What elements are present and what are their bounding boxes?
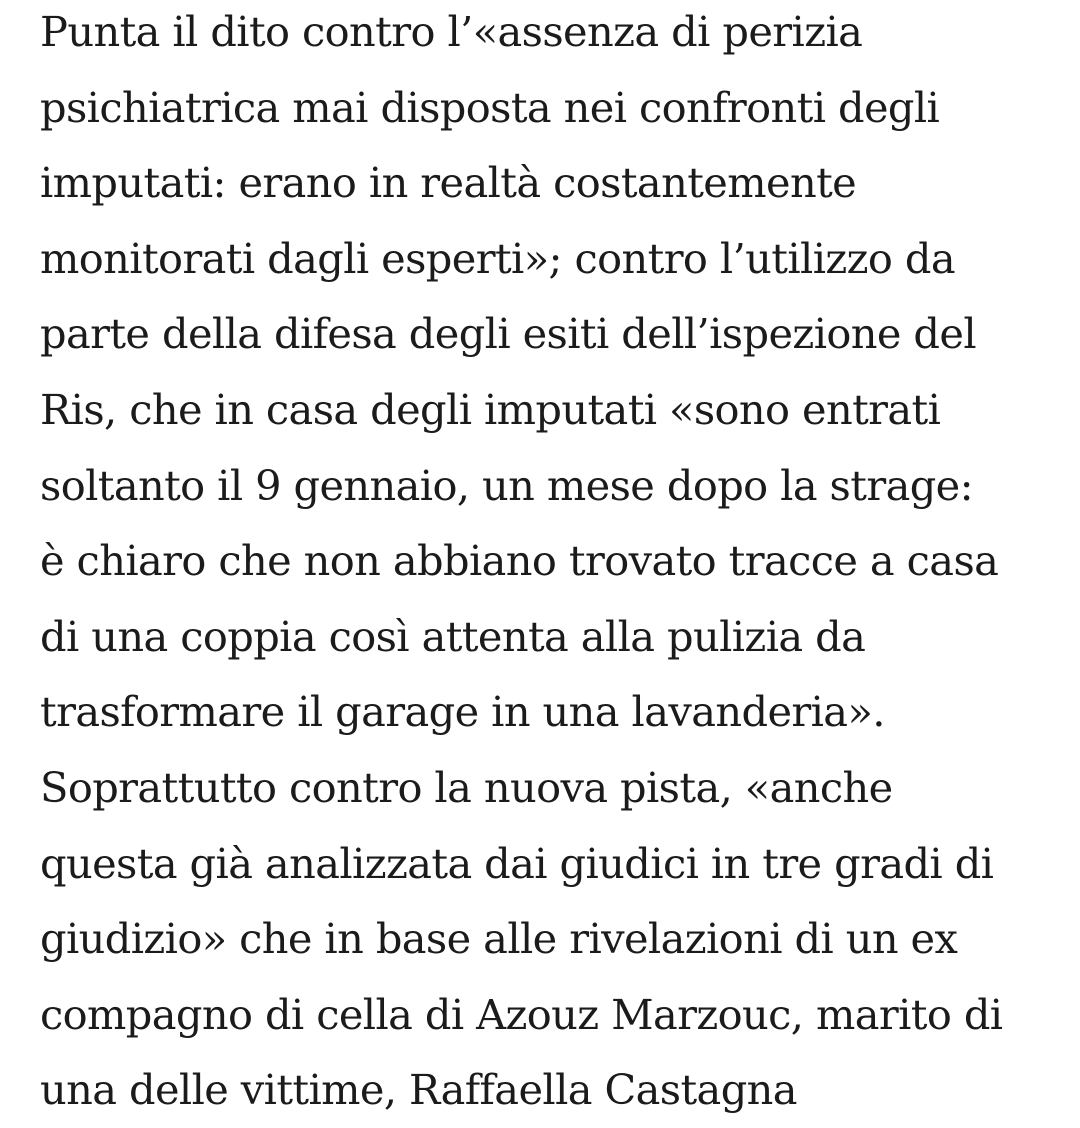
article-line: una delle vittime, Raffaella Castagna (40, 1065, 797, 1115)
article-line: compagno di cella di Azouz Marzouc, marito di (40, 989, 1003, 1039)
article-line: monitorati dagli esperti»; contro l’utilizzo da (40, 233, 956, 283)
article-line: questa già analizzata dai giudici in tre gradi di (40, 838, 994, 888)
article-line: Soprattutto contro la nuova pista, «anche (40, 762, 893, 812)
article-line: di una coppia così attenta alla pulizia da (40, 611, 866, 661)
article-line: Punta il dito contro l’«assenza di perizia (40, 7, 863, 56)
article-line: trasformare il garage in una lavanderia». (40, 687, 885, 737)
article-line: imputati: erano in realtà costantemente (40, 158, 857, 208)
article-line: soltanto il 9 gennaio, un mese dopo la strage: (40, 460, 974, 510)
article-body (40, 0, 1080, 1128)
article-line: psichiatrica mai disposta nei confronti degli (40, 82, 940, 132)
article-line: è chiaro che non abbiano trovato tracce a casa (40, 536, 999, 586)
article-line: giudizio» che in base alle rivelazioni di un ex (40, 914, 958, 964)
article-line: parte della difesa degli esiti dell’ispezione del (40, 309, 977, 359)
article-line: Ris, che in casa degli imputati «sono entrati (40, 384, 941, 434)
